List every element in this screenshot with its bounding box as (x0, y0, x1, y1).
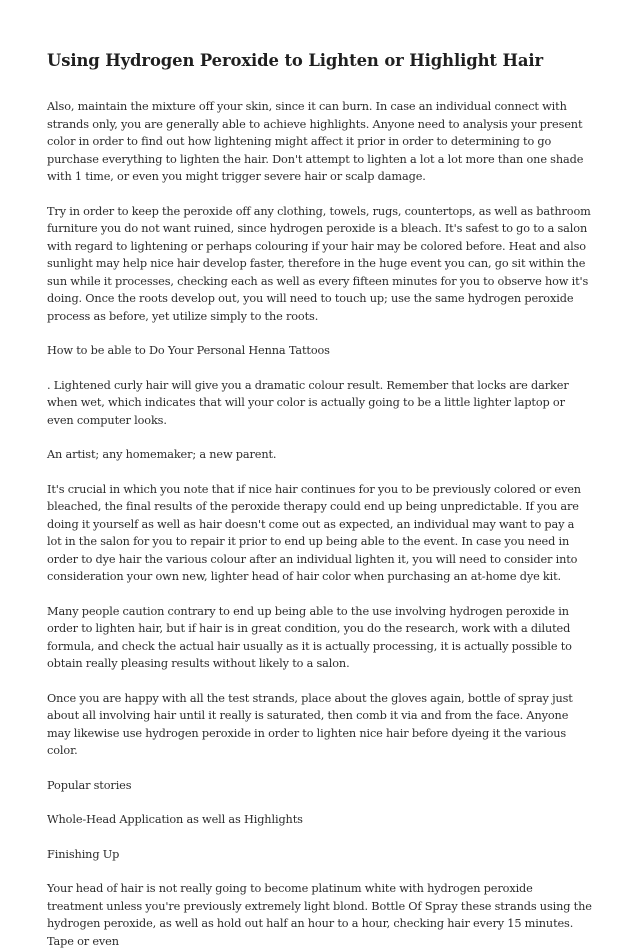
paragraph-curly-hair: . Lightened curly hair will give you a dramatic colour result. Remember that locks are darker when wet, which indicates that will your color is actually going to be a little lighter laptop or even computer looks. (47, 378, 569, 427)
paragraph-mixture-skin: Also, maintain the mixture off your skin, since it can burn. In case an individual connect with strands only, you are generally able to achieve highlights. Anyone need to analysis your present color in order to find out how lightening might affect it prior in order to determining to go purchase everything to lighten the hair. Don't attempt to lighten a lot a lot more than one shade with 1 time, or even you might trigger severe hair or scalp damage. (47, 100, 584, 183)
paragraph-henna-tattoos: How to be able to Do Your Personal Henna Tattoos (47, 344, 330, 357)
paragraph-peroxide-clothing: Try in order to keep the peroxide off any clothing, towels, rugs, countertops, as well as bathroom furniture you do not want ruined, since hydrogen peroxide is a bleach. It's safest to go to a salon with regard to lightening or perhaps colouring if your hair may be colored before. Heat and also sunlight may help nice hair develop faster, therefore in the huge event you can, go sit within the sun while it processes, checking each as well as every fifteen minutes for you to observe how it's doing. Once the roots develop out, you will need to touch up; use the same hydrogen peroxide process as before, yet utilize simply to the roots. (47, 204, 591, 323)
paragraph-artist-homemaker: An artist; any homemaker; a new parent. (47, 448, 277, 461)
paragraph-whole-head-application: Whole-Head Application as well as Highlights (47, 813, 303, 826)
paragraph-previously-colored: It's crucial in which you note that if nice hair continues for you to be previously colored or even bleached, the final results of the peroxide therapy could end up being unpredictable. If you are doing it yourself as well as hair doesn't come out as expected, an individual may want to pay a lot in the salon for you to repair it prior to end up being able to the event. In case you need in order to dye hair the various colour after an individual lighten it, you will need to consider into consideration your own new, lighter head of hair color when purchasing an at-home dye kit. (47, 482, 581, 583)
paragraph-platinum-white: Your head of hair is not really going to become platinum white with hydrogen peroxide treatment unless you're previously extremely light blond. Bottle Of Spray these strands using the hydrogen peroxide, as well as hold out half an hour to a hour, checking hair every 15 minutes. Tape or even (47, 882, 592, 948)
paragraph-many-people-caution: Many people caution contrary to end up being able to the use involving hydrogen peroxide in order to lighten hair, but if hair is in great condition, you do the research, work with a diluted formula, and check the actual hair usually as it is actually processing, it is actually possible to obtain really pleasing results without likely to a salon. (47, 604, 572, 670)
paragraph-test-strands: Once you are happy with all the test strands, place about the gloves again, bottle of spray just about all involving hair until it really is saturated, then comb it via and from the face. Anyone may likewise use hydrogen peroxide in order to lighten nice hair before dyeing it the various color. (47, 691, 573, 757)
paragraph-finishing-up: Finishing Up (47, 847, 120, 861)
paragraph-popular-stories: Popular stories (47, 778, 132, 792)
document-title: Using Hydrogen Peroxide to Lighten or Highlight Hair (47, 51, 544, 70)
